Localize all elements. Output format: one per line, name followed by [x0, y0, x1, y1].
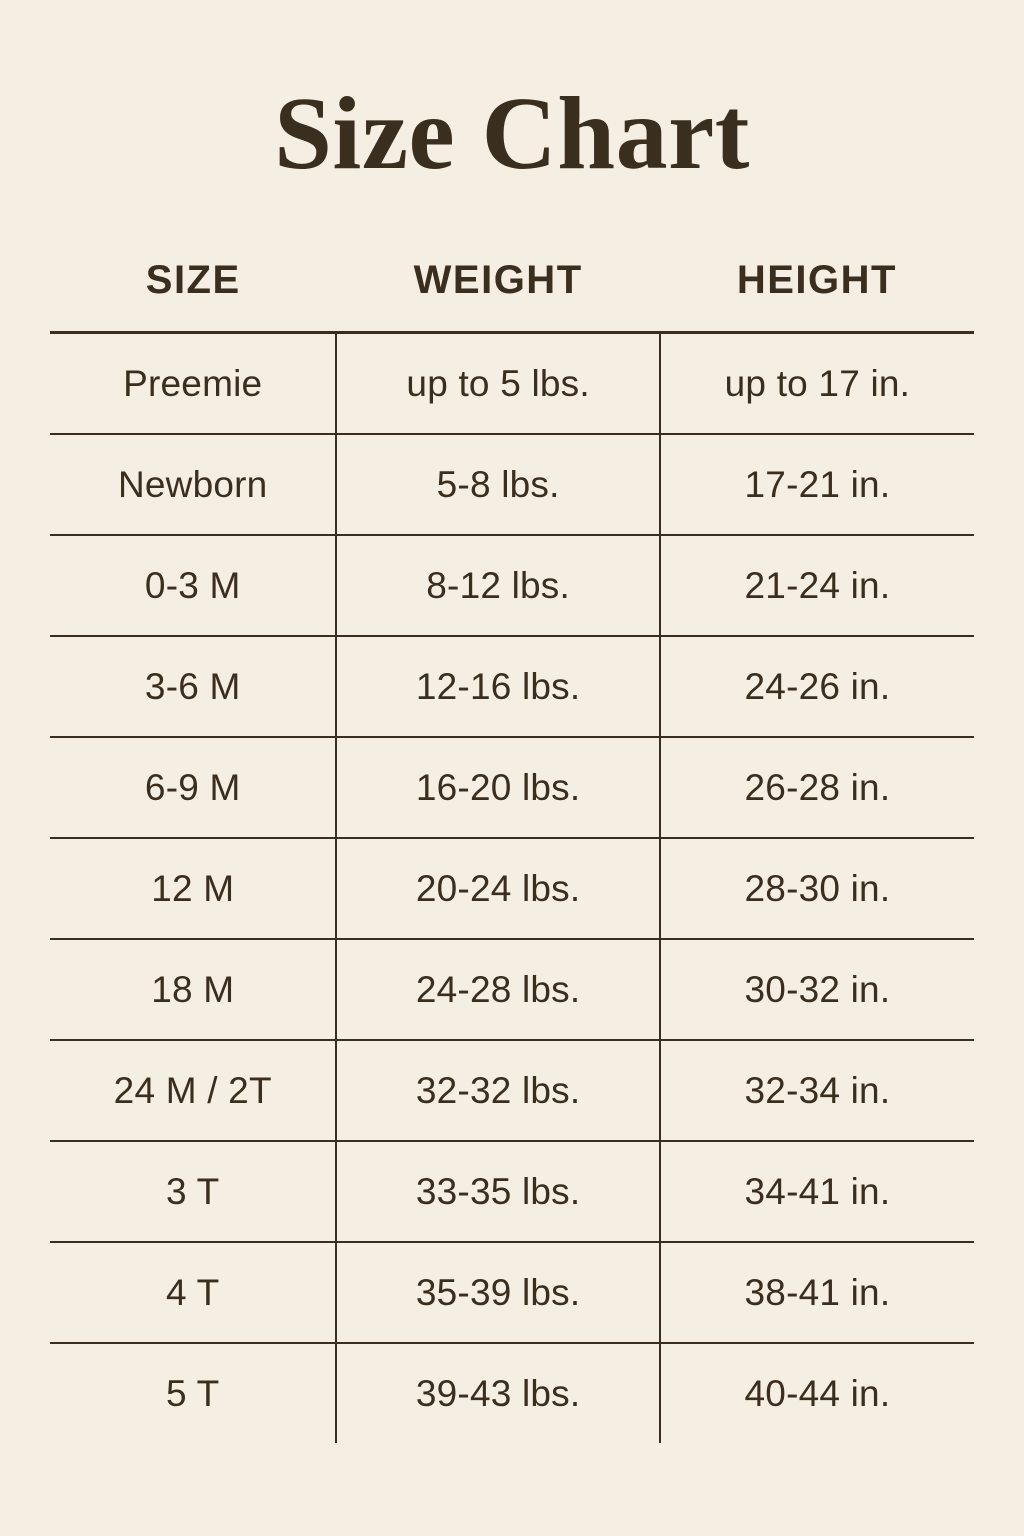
cell-weight: up to 5 lbs. [336, 333, 659, 435]
cell-weight: 32-32 lbs. [336, 1040, 659, 1141]
cell-height: 21-24 in. [660, 535, 974, 636]
table-row [50, 1343, 974, 1443]
cell-size: 4 T [50, 1242, 336, 1343]
table-row [50, 737, 974, 838]
cell-size: 5 T [50, 1343, 336, 1443]
cell-weight: 39-43 lbs. [336, 1343, 659, 1443]
cell-weight: 16-20 lbs. [336, 737, 659, 838]
cell-size: Newborn [50, 434, 336, 535]
cell-size: 3 T [50, 1141, 336, 1242]
column-header-size: SIZE [50, 258, 336, 333]
size-chart-table-wrap [0, 258, 1024, 1443]
table-header [50, 258, 974, 333]
table-row [50, 1040, 974, 1141]
cell-height: 26-28 in. [660, 737, 974, 838]
cell-weight: 33-35 lbs. [336, 1141, 659, 1242]
table-row [50, 838, 974, 939]
cell-size: Preemie [50, 333, 336, 435]
table-row [50, 636, 974, 737]
column-header-height: HEIGHT [660, 258, 974, 333]
table-row [50, 434, 974, 535]
cell-weight: 24-28 lbs. [336, 939, 659, 1040]
table-row [50, 939, 974, 1040]
cell-size: 0-3 M [50, 535, 336, 636]
cell-height: 30-32 in. [660, 939, 974, 1040]
cell-height: up to 17 in. [660, 333, 974, 435]
column-header-weight: WEIGHT [336, 258, 659, 333]
cell-height: 40-44 in. [744, 1372, 891, 1414]
cell-height: 28-30 in. [660, 838, 974, 939]
cell-weight: 5-8 lbs. [336, 434, 659, 535]
cell-weight: 8-12 lbs. [336, 535, 659, 636]
table-header-row [50, 258, 974, 333]
cell-size: 3-6 M [50, 636, 336, 737]
table-row [50, 1141, 974, 1242]
cell-height: 17-21 in. [660, 434, 974, 535]
cell-size: 12 M [50, 838, 336, 939]
cell-size: 6-9 M [50, 737, 336, 838]
cell-height: 24-26 in. [660, 636, 974, 737]
cell-height: 32-34 in. [660, 1040, 974, 1141]
table-row [50, 535, 974, 636]
page-title: Size Chart [274, 76, 750, 191]
table-body [50, 333, 974, 1444]
cell-height: 38-41 in. [660, 1242, 974, 1343]
cell-size: 18 M [50, 939, 336, 1040]
table-row [50, 333, 974, 435]
table-row [50, 1242, 974, 1343]
cell-weight: 20-24 lbs. [336, 838, 659, 939]
cell-size: 24 M / 2T [50, 1040, 336, 1141]
cell-weight: 35-39 lbs. [336, 1242, 659, 1343]
cell-height: 34-41 in. [660, 1141, 974, 1242]
size-chart-table [50, 258, 974, 1443]
cell-weight: 12-16 lbs. [336, 636, 659, 737]
